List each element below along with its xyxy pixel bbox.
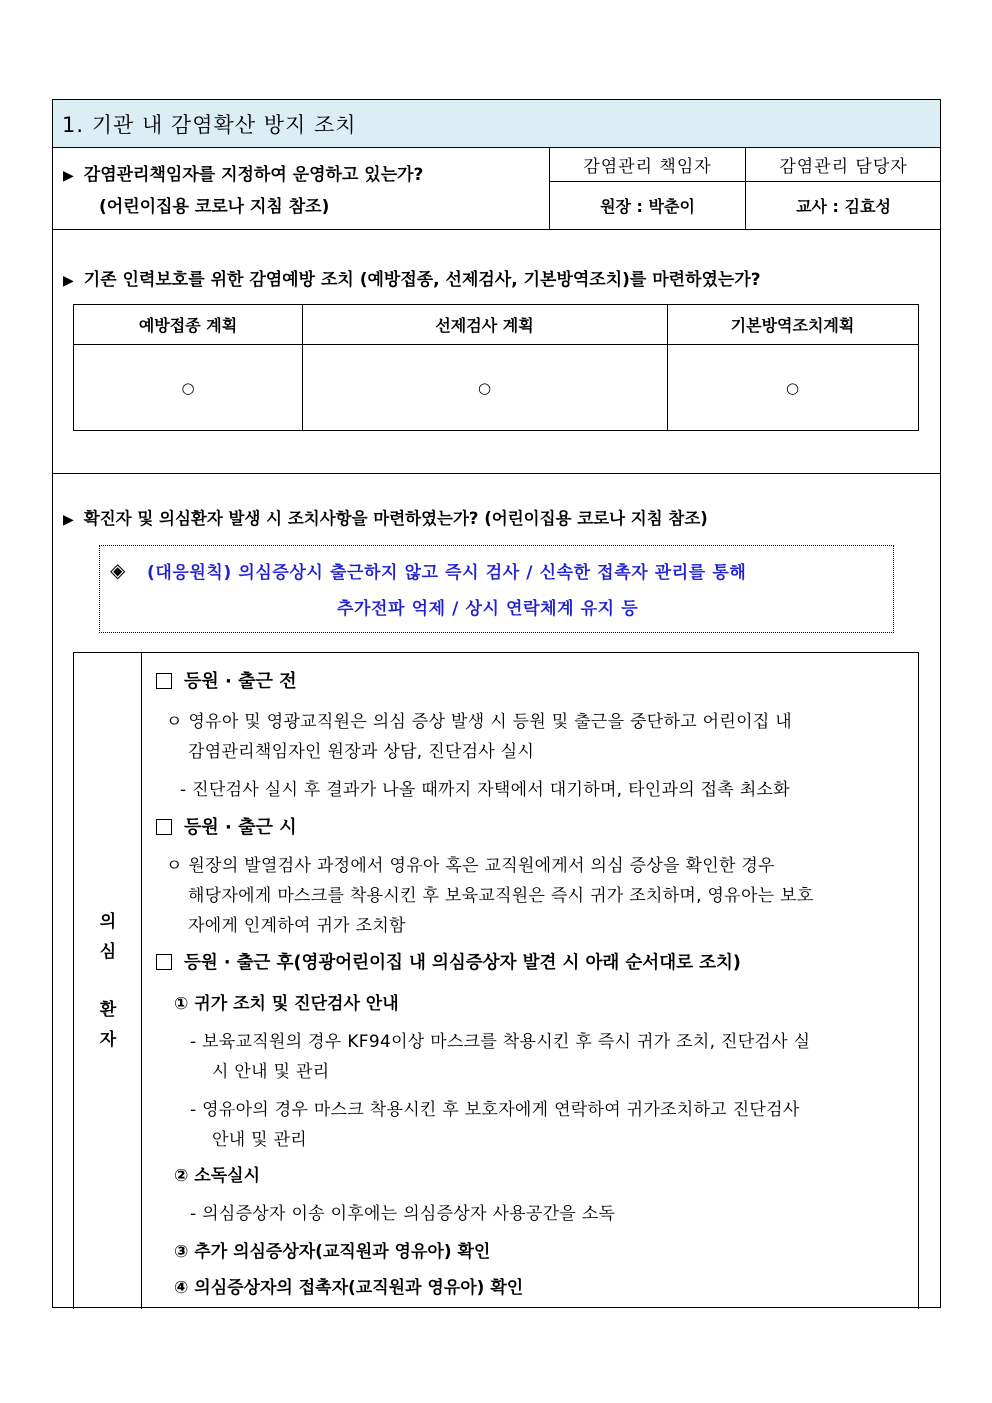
mark-basic-quarantine: ○ — [785, 378, 800, 397]
col-preemptive-test: 선제검사 계획 — [302, 305, 667, 345]
question-2-text: 기존 인력보호를 위한 감염예방 조치 (예방접종, 선제검사, 기본방역조치)를 마련하였는가? — [83, 270, 761, 290]
measures-table — [52, 99, 941, 1308]
question-1-note: (어린이집용 코로나 지침 참조) — [99, 197, 330, 217]
step-1-line-a1: - 보육교직원의 경우 KF94이상 마스크를 착용시킨 후 즉시 귀가 조치, 진단검사 실 — [190, 1032, 811, 1052]
mark-vaccination: ○ — [181, 378, 195, 397]
triangle-right-icon: ▶ — [63, 168, 74, 184]
suspected-patient-procedure — [73, 652, 919, 1309]
value-manager-chief: 원장 : 박춘이 — [550, 182, 746, 229]
on-arrival-heading: 등원 · 출근 시 — [156, 813, 297, 839]
step-1-line-a2: 시 안내 및 관리 — [212, 1062, 330, 1082]
value-manager-staff: 교사 : 김효성 — [796, 197, 891, 216]
response-principle-box — [99, 545, 894, 633]
checkbox-square-icon — [156, 673, 172, 689]
col-basic-quarantine: 기본방역조치계획 — [667, 305, 918, 345]
before-arrival-line-2: 감염관리책임자인 원장과 상담, 진단검사 실시 — [188, 742, 535, 762]
checkbox-square-icon — [156, 954, 172, 970]
checkbox-square-icon — [156, 819, 172, 835]
suspected-patient-label: 의 심 환 자 — [74, 653, 142, 1309]
mark-preemptive-test: ○ — [477, 378, 492, 397]
step-3-title: ③ 추가 의심증상자(교직원과 영유아) 확인 — [174, 1242, 491, 1262]
step-1-line-b1: - 영유아의 경우 마스크 착용시킨 후 보호자에게 연락하여 귀가조치하고 진단검사 — [190, 1100, 800, 1120]
before-arrival-line-1: ㅇ 영유아 및 영광교직원은 의심 증상 발생 시 등원 및 출근을 중단하고 어린이집 내 — [166, 712, 792, 732]
suspected-case-section — [53, 474, 940, 1307]
before-arrival-heading: 등원 · 출근 전 — [156, 667, 297, 693]
diamond-icon: ◈ — [110, 558, 126, 582]
infection-manager-section — [53, 148, 940, 230]
question-3-text: 확진자 및 의심환자 발생 시 조치사항을 마련하였는가? (어린이집용 코로나 지침 참조) — [83, 509, 708, 528]
section-title-row — [53, 100, 940, 148]
triangle-right-icon: ▶ — [63, 512, 74, 528]
head-manager-staff: 감염관리 담당자 — [746, 148, 941, 182]
before-arrival-line-3: - 진단검사 실시 후 결과가 나올 때까지 자택에서 대기하며, 타인과의 접촉 최소화 — [180, 780, 790, 800]
step-1-line-b2: 안내 및 관리 — [212, 1130, 308, 1150]
step-1-title: ① 귀가 조치 및 진단검사 안내 — [174, 994, 399, 1014]
step-4-title: ④ 의심증상자의 접촉자(교직원과 영유아) 확인 — [174, 1278, 524, 1298]
step-2-title: ② 소독실시 — [174, 1166, 260, 1186]
after-arrival-heading: 등원 · 출근 후(영광어린이집 내 의심증상자 발견 시 아래 순서대로 조치) — [156, 949, 741, 974]
principle-line-1: (대응원칙) 의심증상시 출근하지 않고 즉시 검사 / 신속한 접촉자 관리를 통해 — [147, 563, 747, 583]
head-manager-chief: 감염관리 책임자 — [550, 148, 746, 182]
on-arrival-line-1: ㅇ 원장의 발열검사 과정에서 영유아 혹은 교직원에게서 의심 증상을 확인한 경우 — [166, 856, 775, 876]
principle-line-2: 추가전파 억제 / 상시 연락체계 유지 등 — [337, 599, 639, 619]
prevention-plan-table — [73, 304, 919, 431]
col-vaccination: 예방접종 계획 — [74, 305, 302, 345]
triangle-right-icon: ▶ — [63, 273, 74, 289]
step-2-line-a: - 의심증상자 이송 이후에는 의심증상자 사용공간을 소독 — [190, 1204, 616, 1224]
question-1-text: 감염관리책임자를 지정하여 운영하고 있는가? — [83, 165, 424, 185]
on-arrival-line-3: 자에게 인계하여 귀가 조치함 — [188, 916, 406, 936]
section-title: 1. 기관 내 감염확산 방지 조치 — [62, 113, 357, 137]
infection-manager-question — [53, 148, 549, 229]
manager-table — [549, 148, 940, 229]
on-arrival-line-2: 해당자에게 마스크를 착용시킨 후 보육교직원은 즉시 귀가 조치하며, 영유아는 보호 — [188, 886, 814, 906]
prevention-section — [53, 230, 940, 474]
